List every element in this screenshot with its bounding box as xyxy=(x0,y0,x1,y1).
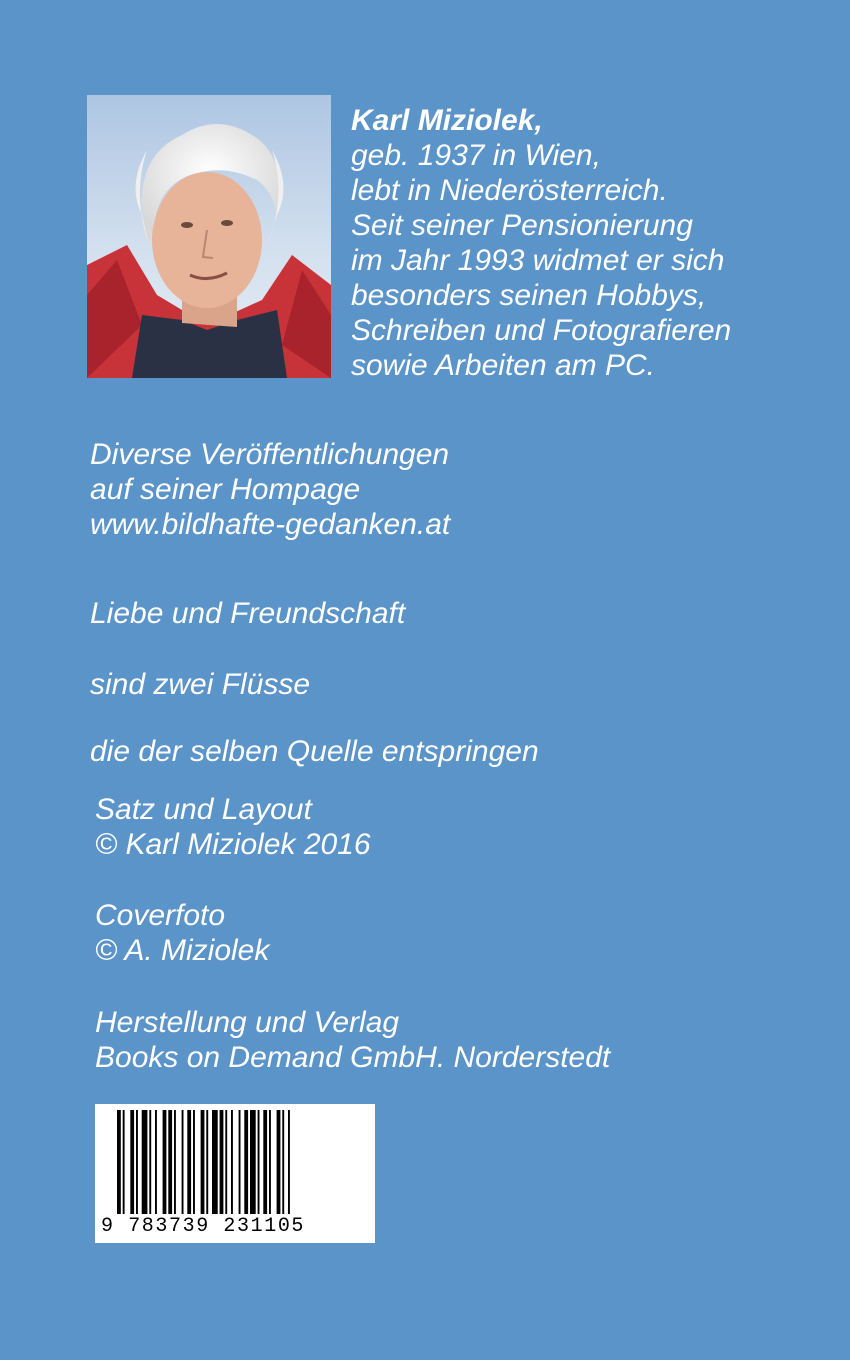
bio-line: besonders seinen Hobbys, xyxy=(351,279,707,312)
barcode-bar xyxy=(258,1110,260,1214)
barcode-bar xyxy=(212,1110,218,1214)
barcode-bars xyxy=(95,1104,375,1216)
barcode-bar xyxy=(142,1110,148,1214)
bio-line: sowie Arbeiten am PC. xyxy=(351,349,656,382)
barcode-bar xyxy=(187,1110,191,1214)
bio-line: Schreiben und Fotografieren xyxy=(351,314,732,347)
barcode-bar xyxy=(220,1110,224,1214)
barcode-bar xyxy=(123,1110,125,1214)
bio-line: Seit seiner Pensionierung xyxy=(351,209,693,242)
quote-line-2: sind zwei Flüsse xyxy=(90,668,311,701)
barcode-bar xyxy=(117,1110,121,1214)
barcode-bar xyxy=(168,1110,172,1214)
barcode-bar xyxy=(231,1110,233,1214)
barcode-bar xyxy=(282,1110,284,1214)
publications-note xyxy=(90,437,450,542)
credit-value: Books on Demand GmbH. Norderstedt xyxy=(95,1041,611,1074)
barcode-bar xyxy=(130,1110,134,1214)
barcode-bar xyxy=(244,1110,248,1214)
isbn-barcode xyxy=(95,1104,375,1243)
author-photo xyxy=(87,95,331,378)
barcode-bar xyxy=(263,1110,267,1214)
website-url: www.bildhafte-gedanken.at xyxy=(90,508,451,541)
bio-line: geb. 1937 in Wien, xyxy=(351,139,601,172)
cover-photo-credit xyxy=(95,898,269,968)
author-name: Karl Miziolek, xyxy=(351,104,543,137)
credit-heading: Herstellung und Verlag xyxy=(95,1006,400,1039)
quote-line-1: Liebe und Freundschaft xyxy=(90,597,406,630)
publisher-credit xyxy=(95,1005,610,1075)
barcode-bar xyxy=(288,1110,290,1214)
barcode-bar xyxy=(136,1110,138,1214)
barcode-bar xyxy=(239,1110,241,1214)
credit-value: © A. Miziolek xyxy=(95,934,270,967)
author-bio xyxy=(351,103,831,383)
publications-line: auf seiner Hompage xyxy=(90,473,361,506)
credit-heading: Coverfoto xyxy=(95,899,226,932)
barcode-bar xyxy=(163,1110,167,1214)
barcode-bar xyxy=(277,1110,281,1214)
layout-credit xyxy=(95,792,371,862)
barcode-bar xyxy=(182,1110,184,1214)
barcode-bar xyxy=(225,1110,227,1214)
barcode-bar xyxy=(269,1110,271,1214)
barcode-bar xyxy=(193,1110,195,1214)
quote-line-3: die der selben Quelle entspringen xyxy=(90,735,539,768)
credit-heading: Satz und Layout xyxy=(95,793,312,826)
bio-line: lebt in Niederösterreich. xyxy=(351,174,668,207)
barcode-bar xyxy=(201,1110,205,1214)
bio-line: im Jahr 1993 widmet er sich xyxy=(351,244,725,277)
publications-line: Diverse Veröffentlichungen xyxy=(90,438,450,471)
barcode-bar xyxy=(174,1110,176,1214)
barcode-bar xyxy=(155,1110,157,1214)
barcode-bar xyxy=(206,1110,208,1214)
barcode-bar xyxy=(149,1110,151,1214)
credit-value: © Karl Miziolek 2016 xyxy=(95,828,371,861)
barcode-bar xyxy=(250,1110,256,1214)
isbn-number: 9 783739 231105 xyxy=(101,1215,306,1238)
